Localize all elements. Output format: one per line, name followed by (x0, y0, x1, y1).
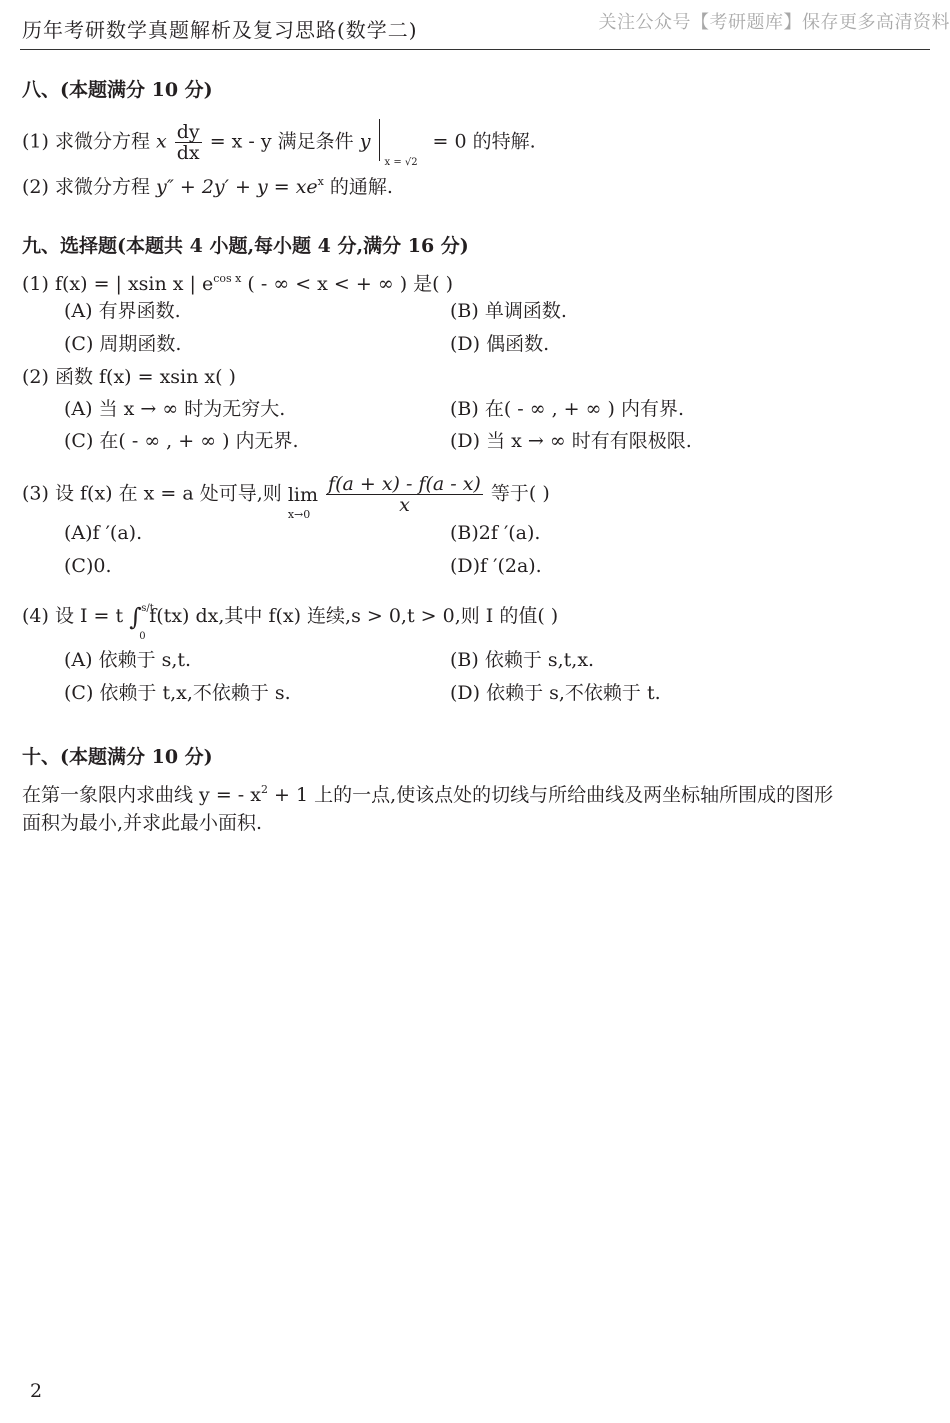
section-10-text-a: 在第一象限内求曲线 y = - x (22, 784, 261, 806)
choice-1-stem-b: ( - ∞ < x < + ∞ ) 是( ) (241, 273, 454, 295)
watermark: 关注公众号【考研题库】保存更多高清资料 (598, 12, 950, 33)
limit-label: lim (287, 483, 318, 506)
limit-fraction (326, 474, 483, 515)
limit-denominator: x (399, 494, 410, 516)
q1-prefix: (1) 求微分方程 (22, 130, 156, 153)
choice-4-option-d: (D) 依赖于 s,不依赖于 t. (450, 682, 661, 704)
fraction-denominator: dx (176, 142, 200, 164)
limit-numerator: f(a + x) - f(a - x) (328, 473, 481, 495)
choice-3-stem (22, 473, 550, 521)
section-8-question-1: (1) 求微分方程 x $\frac{dy}{dx}$ = x - y 满足条件 y x = √2 = 0 的特解. (22, 122, 536, 163)
section-10-text-b: + 1 上的一点,使该点处的切线与所给曲线及两坐标轴所围成的图形 (267, 784, 834, 806)
choice-1-option-c: (C) 周期函数. (64, 333, 182, 355)
choice-2-option-a: (A) 当 x → ∞ 时为无穷大. (64, 398, 286, 420)
fraction-numerator: dy (176, 121, 200, 143)
choice-1-option-a: (A) 有界函数. (64, 300, 181, 322)
q2-equation: y″ + 2y′ + y = xe (156, 176, 318, 198)
integral-upper-limit: s/t (141, 603, 154, 614)
choice-3-option-b: (B)2f ′(a). (450, 522, 541, 544)
choice-1-stem (22, 267, 453, 296)
q1-middle: = x - y 满足条件 (209, 130, 360, 153)
q1-suffix: = 0 的特解. (432, 130, 536, 153)
section-10-heading: 十、(本题满分 10 分) (22, 746, 213, 768)
choice-1-option-d: (D) 偶函数. (450, 333, 550, 355)
choice-4-stem-a: (4) 设 I = t (22, 605, 124, 627)
q2-exponent: x (317, 175, 324, 188)
choice-2-option-c: (C) 在( - ∞ , + ∞ ) 内无界. (64, 430, 299, 452)
choice-4-option-a: (A) 依赖于 s,t. (64, 649, 192, 671)
choice-1-option-b: (B) 单调函数. (450, 300, 567, 322)
section-10-text-line-2: 面积为最小,并求此最小面积. (22, 812, 263, 834)
section-9-heading: 九、选择题(本题共 4 小题,每小题 4 分,满分 16 分) (22, 235, 469, 257)
section-8-question-2 (22, 170, 393, 199)
section-8-heading: 八、(本题满分 10 分) (22, 79, 213, 101)
header-divider (20, 49, 930, 50)
running-header-title: 历年考研数学真题解析及复习思路(数学二) (22, 18, 418, 42)
evaluation-bar (377, 131, 427, 168)
choice-2-stem: (2) 函数 f(x) = xsin x( ) (22, 366, 236, 388)
choice-3-option-c: (C)0. (64, 555, 112, 577)
integral-lower-limit: 0 (139, 631, 146, 642)
limit-operator (287, 483, 318, 521)
choice-1-exponent: cos x (213, 272, 242, 285)
section-10-text-line-1 (22, 778, 833, 807)
limit-subscript: x→0 (287, 507, 311, 521)
integral-sign: ∫ s/t 0 (129, 605, 143, 629)
choice-3-option-a: (A)f ′(a). (64, 522, 143, 544)
q2-text-a: (2) 求微分方程 (22, 176, 156, 198)
choice-4-stem-b: f(tx) dx,其中 f(x) 连续,s > 0,t > 0,则 I 的值( ) (149, 605, 559, 627)
derivative-fraction (175, 122, 202, 163)
evaluation-subscript: x = √2 (384, 156, 418, 168)
choice-3-option-d: (D)f ′(2a). (450, 555, 542, 577)
choice-1-stem-a: (1) f(x) = | xsin x | e (22, 273, 214, 295)
choice-4-stem (22, 603, 559, 642)
page-number: 2 (30, 1380, 43, 1402)
section-10-exponent: 2 (260, 783, 268, 796)
choice-3-stem-a: (3) 设 f(x) 在 x = a 处可导,则 (22, 482, 282, 505)
choice-4-option-b: (B) 依赖于 s,t,x. (450, 649, 595, 671)
choice-2-option-d: (D) 当 x → ∞ 时有有限极限. (450, 430, 692, 452)
choice-3-stem-b: 等于( ) (490, 482, 550, 505)
choice-4-option-c: (C) 依赖于 t,x,不依赖于 s. (64, 682, 291, 704)
q2-text-c: 的通解. (323, 176, 393, 198)
choice-2-option-b: (B) 在( - ∞ , + ∞ ) 内有界. (450, 398, 685, 420)
